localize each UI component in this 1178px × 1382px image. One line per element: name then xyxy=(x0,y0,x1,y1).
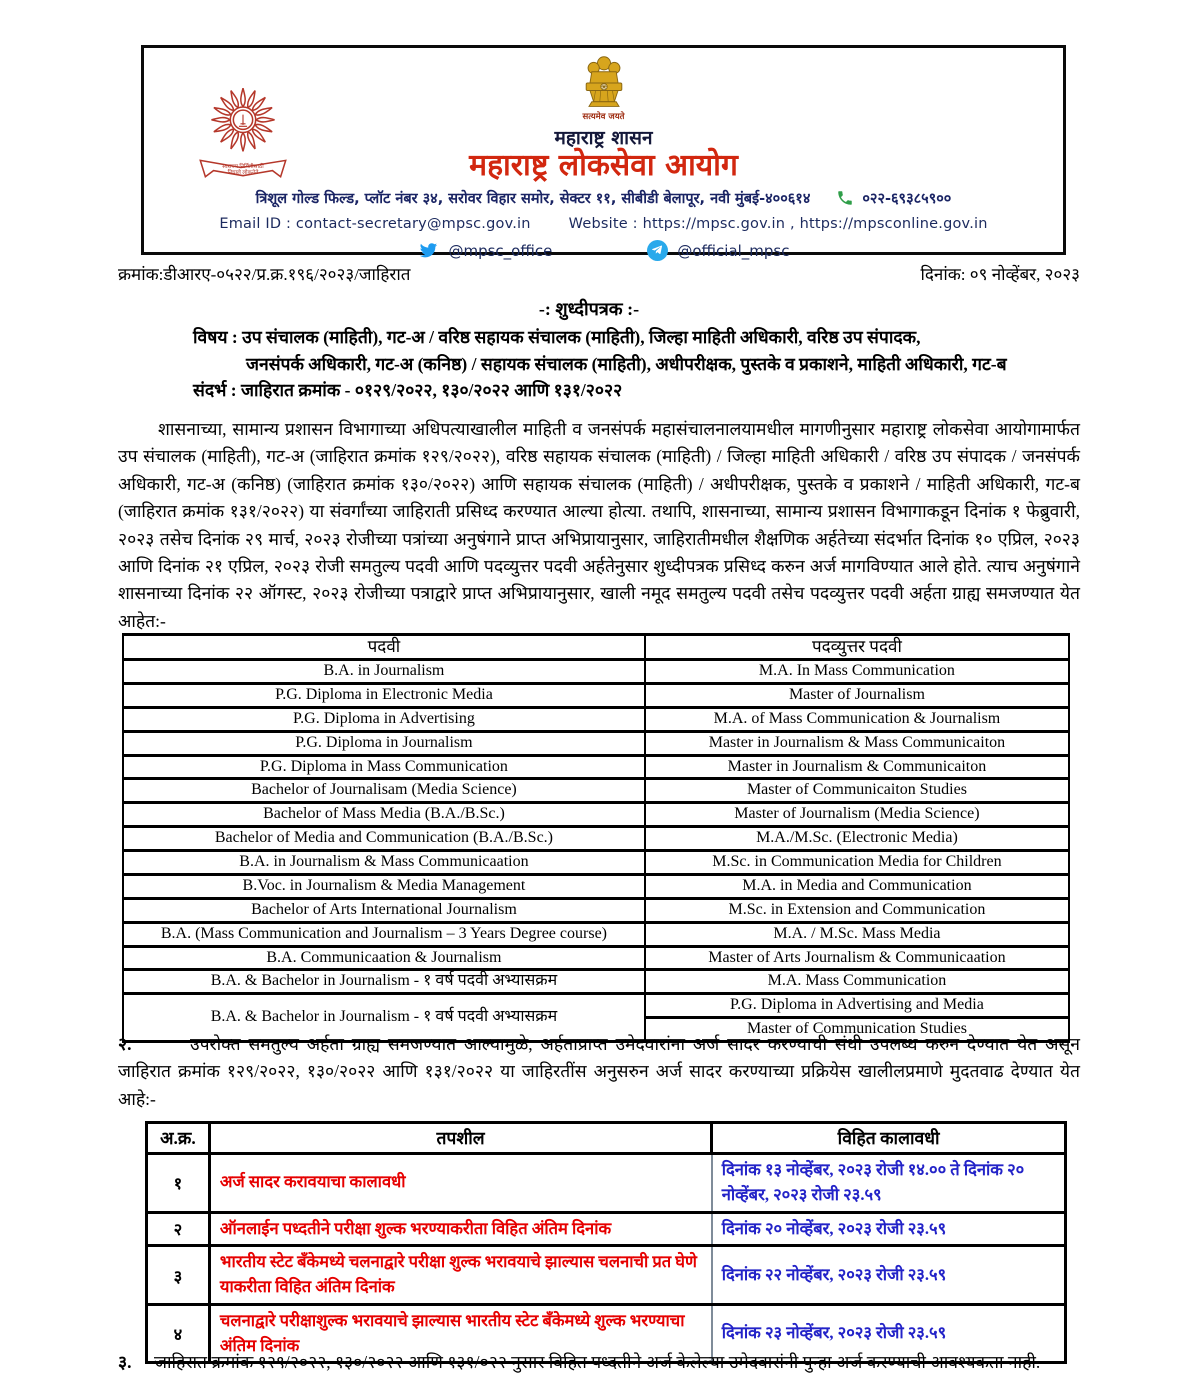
postgraduate-cell: M.A. Mass Communication xyxy=(645,970,1069,994)
degree-cell: P.G. Diploma in Advertising xyxy=(123,707,645,731)
reference-number: क्रमांक:डीआरए-०५२२/प्र.क्र.१९६/२०२३/जाहिरात xyxy=(118,265,411,284)
degree-cell: Bachelor of Media and Communication (B.A./B.Sc.) xyxy=(123,827,645,851)
detail-cell: भारतीय स्टेट बँकेमध्ये चलनाद्वारे परीक्षा शुल्क भरावयाचे झाल्यास चलनाची प्रत घेणे याकरीता विहित अंतिम दिनांक xyxy=(209,1246,711,1305)
body-paragraph-2 xyxy=(118,1031,1080,1113)
degree-cell: B.A. & Bachelor in Journalism - १ वर्ष पदवी अभ्यासक्रम xyxy=(123,994,645,1042)
phone-number: ०२२-६९३८५९०० xyxy=(862,191,952,207)
office-address: त्रिशूल गोल्ड फिल्ड, प्लॉट नंबर ३४, सरोवर विहार समोर, सेक्टर ११, सीबीडी बेलापूर, नवी मुंबई-४००६१४ xyxy=(255,191,811,207)
degree-cell: B.A. in Journalism & Mass Communicaation xyxy=(123,851,645,875)
website-urls: Website : https://mpsc.gov.in , https://mpsconline.gov.in xyxy=(568,216,988,232)
degree-row xyxy=(123,803,1069,827)
degree-row xyxy=(123,779,1069,803)
schedule-row xyxy=(147,1154,1066,1213)
paragraph-3-marker: ३. xyxy=(118,1352,132,1372)
page-title: -: शुध्दीपत्रक :- xyxy=(538,299,640,319)
degree-table-body xyxy=(123,660,1069,1042)
degree-header-row xyxy=(123,635,1069,660)
seal-motto-line1: स्वराज्य निर्मितीसाठी xyxy=(222,164,264,171)
degree-row xyxy=(123,851,1069,875)
postgraduate-cell: Master of Communication Studies xyxy=(645,1018,1069,1042)
paragraph-2-text: उपरोक्त समतुल्य अर्हता ग्राह्य समजण्यात आल्यामुळे, अर्हताप्राप्त उमेदवारांना अर्ज सादर करण्याची संधी उपलब्ध करुन देण्यात येत असून जाहिरात क्रमांक १२९/२०२२, १३०/२०२२ आणि १३१/२०२२ या जाहिरतींस अनुसरुन अर्ज सादर करण्याच्या प्रक्रियेस खालीलप्रमाणे मुदतवाढ देण्यात येत आहे:- xyxy=(118,1034,1080,1109)
postgraduate-col-header: पदव्युत्तर पदवी xyxy=(645,635,1069,660)
postgraduate-cell: M.A. In Mass Communication xyxy=(645,660,1069,684)
degree-cell: P.G. Diploma in Electronic Media xyxy=(123,683,645,707)
degree-cell: P.G. Diploma in Mass Communication xyxy=(123,755,645,779)
degree-row xyxy=(123,707,1069,731)
subject-block xyxy=(193,324,1098,404)
degree-cell: B.A. & Bachelor in Journalism - १ वर्ष पदवी अभ्यासक्रम xyxy=(123,970,645,994)
schedule-header-row xyxy=(147,1123,1066,1154)
serial-cell: ३ xyxy=(147,1246,210,1305)
detail-cell: चलनाद्वारे परीक्षाशुल्क भरावयाचे झाल्यास भारतीय स्टेट बँकेमध्ये शुल्क भरण्याचा अंतिम दिनांक xyxy=(209,1304,711,1363)
serial-cell: १ xyxy=(147,1154,210,1213)
serial-col-header: अ.क्र. xyxy=(147,1123,210,1154)
degree-cell: B.A. (Mass Communication and Journalism – 3 Years Degree course) xyxy=(123,922,645,946)
postgraduate-cell: M.Sc. in Communication Media for Children xyxy=(645,851,1069,875)
postgraduate-cell: M.A. in Media and Communication xyxy=(645,874,1069,898)
postgraduate-cell: M.Sc. in Extension and Communication xyxy=(645,898,1069,922)
period-cell: दिनांक २२ नोव्हेंबर, २०२३ रोजी २३.५९ xyxy=(712,1246,1066,1305)
degree-cell: Bachelor of Journalisam (Media Science) xyxy=(123,779,645,803)
degree-equivalence-table xyxy=(122,633,1070,1043)
degree-row xyxy=(123,827,1069,851)
degree-cell: Bachelor of Mass Media (B.A./B.Sc.) xyxy=(123,803,645,827)
detail-cell: अर्ज सादर करावयाचा कालावधी xyxy=(209,1154,711,1213)
schedule-table xyxy=(145,1121,1067,1364)
reference-date: दिनांक: ०९ नोव्हेंबर, २०२३ xyxy=(920,265,1080,284)
government-title: महाराष्ट्र शासन xyxy=(554,126,653,149)
detail-col-header: तपशील xyxy=(209,1123,711,1154)
degree-row xyxy=(123,970,1069,994)
postgraduate-cell: M.A./M.Sc. (Electronic Media) xyxy=(645,827,1069,851)
degree-cell: Bachelor of Arts International Journalism xyxy=(123,898,645,922)
postgraduate-cell: M.A. of Mass Communication & Journalism xyxy=(645,707,1069,731)
degree-row xyxy=(123,898,1069,922)
seal-motto-line2: निघाले लोकनेते xyxy=(227,170,259,177)
telegram-icon xyxy=(647,240,668,261)
period-cell: दिनांक १३ नोव्हेंबर, २०२३ रोजी १४.०० ते दिनांक २० नोव्हेंबर, २०२३ रोजी २३.५९ xyxy=(712,1154,1066,1213)
schedule-table-body xyxy=(147,1154,1066,1363)
schedule-row xyxy=(147,1246,1066,1305)
detail-cell: ऑनलाईन पध्दतीने परीक्षा शुल्क भरण्याकरीता विहित अंतिम दिनांक xyxy=(209,1212,711,1246)
paragraph-3-text: जाहिरात क्रमांक १२९/२०२२, १३०/२०२२ आणि १३१/०२२ नुसार विहित पध्दतीने अर्ज केलेल्या उमेदवारांनी पुन्हा अर्ज करण्याची आवश्यकता नाही. xyxy=(154,1352,1041,1372)
paragraph-2-marker: २. xyxy=(118,1034,132,1054)
schedule-row xyxy=(147,1212,1066,1246)
postgraduate-cell: P.G. Diploma in Advertising and Media xyxy=(645,994,1069,1018)
subject-line-1: विषय : उप संचालक (माहिती), गट-अ / वरिष्ठ सहायक संचालक (माहिती), जिल्हा माहिती अधिकारी, वरिष्ठ उप संपादक, xyxy=(193,327,921,347)
postgraduate-cell: Master in Journalism & Mass Communicaiton xyxy=(645,731,1069,755)
postgraduate-cell: Master of Arts Journalism & Communicaation xyxy=(645,946,1069,970)
letterhead xyxy=(141,45,1066,260)
twitter-icon xyxy=(417,241,439,260)
emblem-caption: सत्यमेव जयते xyxy=(582,112,625,122)
postgraduate-cell: Master of Communicaiton Studies xyxy=(645,779,1069,803)
subject-line-2: जनसंपर्क अधिकारी, गट-अ (कनिष्ठ) / सहायक संचालक (माहिती), अधीपरीक्षक, पुस्तके व प्रकाशने, माहिती अधिकारी, गट-ब xyxy=(246,353,1007,374)
postgraduate-cell: Master of Journalism xyxy=(645,683,1069,707)
degree-col-header: पदवी xyxy=(123,635,645,660)
body-paragraph-1: शासनाच्या, सामान्य प्रशासन विभागाच्या अधिपत्याखालील माहिती व जनसंपर्क महासंचालनालयामधील मागणीनुसार महाराष्ट्र लोकसेवा आयोगामार्फत उप संचालक (माहिती), गट-अ (जाहिरात क्रमांक १२९/२०२२), वरिष्ठ सहायक संचालक (माहिती) / जिल्हा माहिती अधिकारी / वरिष्ठ उप संपादक / जनसंपर्क अधिकारी, गट-अ (कनिष्ठ) (जाहिरात क्रमांक १३०/२०२२) आणि सहायक संचालक (माहिती) / अधीपरीक्षक, पुस्तके व प्रकाशने / माहिती अधिकारी, गट-ब (जाहिरात क्रमांक १३१/२०२२) या संवर्गांच्या जाहिराती प्रसिध्द करण्यात आल्या होत्या. तथापि, शासनाच्या, सामान्य प्रशासन विभागाकडून दिनांक १ फेब्रुवारी, २०२३ तसेच दिनांक २९ मार्च, २०२३ रोजीच्या पत्रांच्या अनुषंगाने प्राप्त अभिप्रायानुसार, जाहिरातीमधील शैक्षणिक अर्हतेच्या संदर्भात दिनांक १० एप्रिल, २०२३ आणि दिनांक २१ एप्रिल, २०२३ रोजी समतुल्य पदवी आणि पदव्युत्तर पदवी अर्हतेनुसार शुध्दीपत्रक प्रसिध्द करुन अर्ज मागविण्यात आले होते. त्याच अनुषंगाने शासनाच्या दिनांक २२ ऑगस्ट, २०२३ रोजीच्या पत्राद्वारे प्राप्त अभिप्रायानुसार, खाली नमूद समतुल्य पदवी तसेच पदव्युत्तर पदवी अर्हता ग्राह्य समजण्यात येत आहेत:- xyxy=(118,419,1080,631)
telegram-handle: @official_mpsc xyxy=(677,241,790,260)
degree-row xyxy=(123,946,1069,970)
postgraduate-cell: Master of Journalism (Media Science) xyxy=(645,803,1069,827)
period-col-header: विहित कालावधी xyxy=(712,1123,1066,1154)
twitter-handle: @mpsc_office xyxy=(448,241,553,260)
degree-row xyxy=(123,731,1069,755)
body-paragraph-3 xyxy=(118,1349,1080,1376)
organization-title: महाराष्ट्र लोकसेवा आयोग xyxy=(469,147,738,183)
degree-cell: B.A. Communicaation & Journalism xyxy=(123,946,645,970)
degree-row xyxy=(123,994,1069,1018)
reference-row xyxy=(118,262,1080,285)
degree-cell: B.Voc. in Journalism & Media Management xyxy=(123,874,645,898)
ashoka-emblem-icon xyxy=(571,53,637,113)
email-address: Email ID : contact-secretary@mpsc.gov.in xyxy=(219,216,531,232)
serial-cell: ४ xyxy=(147,1304,210,1363)
period-cell: दिनांक २३ नोव्हेंबर, २०२३ रोजी २३.५९ xyxy=(712,1304,1066,1363)
degree-row xyxy=(123,660,1069,684)
degree-row xyxy=(123,874,1069,898)
postgraduate-cell: Master in Journalism & Communicaiton xyxy=(645,755,1069,779)
postgraduate-cell: M.A. / M.Sc. Mass Media xyxy=(645,922,1069,946)
degree-cell: B.A. in Journalism xyxy=(123,660,645,684)
degree-cell: P.G. Diploma in Journalism xyxy=(123,731,645,755)
serial-cell: २ xyxy=(147,1212,210,1246)
degree-row xyxy=(123,755,1069,779)
period-cell: दिनांक २० नोव्हेंबर, २०२३ रोजी २३.५९ xyxy=(712,1212,1066,1246)
degree-row xyxy=(123,683,1069,707)
degree-row xyxy=(123,922,1069,946)
phone-icon xyxy=(836,189,854,207)
reference-line: संदर्भ : जाहिरात क्रमांक - ०१२९/२०२२, १३०/२०२२ आणि १३१/२०२२ xyxy=(193,380,623,400)
